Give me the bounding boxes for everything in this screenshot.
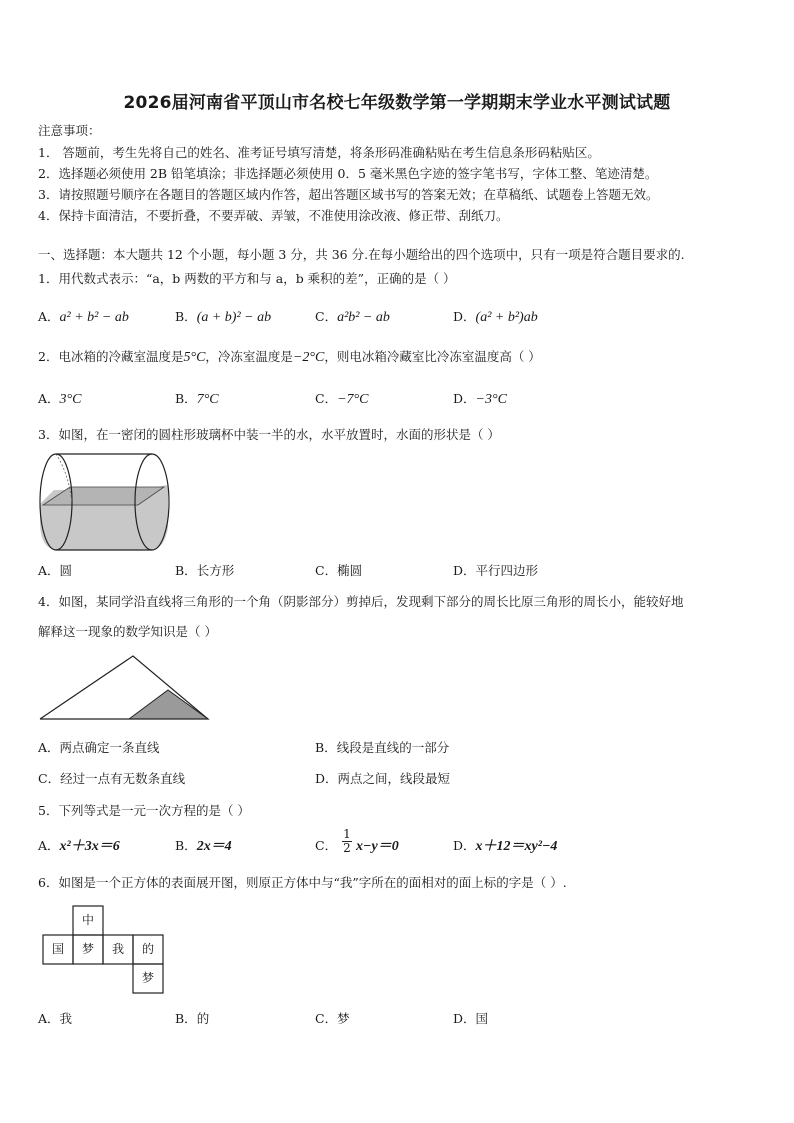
q2-option-d-label: D． <box>453 391 476 406</box>
triangle-figure <box>38 654 214 722</box>
q4-option-a-text: 两点确定一条直线 <box>59 740 160 755</box>
q2-option-d-expr: −3°C <box>475 392 507 407</box>
q3-option-c-text: 椭圆 <box>337 563 363 578</box>
q2-stem <box>38 349 541 366</box>
q4-stem-line1: 4．如图，某同学沿直线将三角形的一个角（阴影部分）剪掉后，发现剩下部分的周长比原三角形的周长小，能较好地 <box>38 594 684 609</box>
q2-option-a[interactable] <box>38 391 81 408</box>
q2-stem-part3: ，则电冰箱冷藏室比冷冻室温度高（ ） <box>324 349 541 364</box>
q5-option-a-expr: x²＋3x＝6 <box>59 839 120 854</box>
net-label-row-1: 国 <box>51 942 64 956</box>
q1-stem: 1．用代数式表示：“a，b 两数的平方和与 a，b 乘积的差”，正确的是（ ） <box>38 271 456 286</box>
section-heading: 一、选择题：本大题共 12 个小题，每小题 3 分，共 36 分.在每小题给出的四个选项中，只有一项是符合题目要求的. <box>38 247 685 262</box>
q2-option-c[interactable] <box>315 391 368 408</box>
q5-option-c-label: C． <box>315 838 338 853</box>
fraction-denominator: 2 <box>343 841 351 855</box>
q2-temp-freezer: −2°C <box>292 350 325 365</box>
notice-heading: 注意事项： <box>38 123 101 138</box>
q5-option-b-expr: 2x＝4 <box>196 839 232 854</box>
q4-option-a[interactable] <box>38 740 160 756</box>
q3-option-a-label: A． <box>38 563 60 578</box>
q1-option-b-label: B． <box>175 309 197 324</box>
q6-option-c-text: 梦 <box>337 1011 350 1026</box>
q1-option-d[interactable] <box>453 309 538 326</box>
q2-option-a-expr: 3°C <box>59 392 82 407</box>
q2-option-c-expr: −7°C <box>337 392 369 407</box>
net-label-row-4: 的 <box>141 942 154 956</box>
net-label-bottom: 梦 <box>141 971 154 985</box>
q5-option-d-expr: x＋12＝xy²−4 <box>475 839 558 854</box>
q1-option-c-expr: a²b² − ab <box>337 310 390 325</box>
q4-option-c-text: 经过一点有无数条直线 <box>60 771 186 786</box>
q5-option-a-label: A． <box>38 838 60 853</box>
q5-option-c-fraction <box>342 828 352 855</box>
q5-option-d-label: D． <box>453 838 476 853</box>
q3-option-a[interactable] <box>38 563 72 579</box>
q1-option-a[interactable] <box>38 309 129 326</box>
q1-option-a-label: A． <box>38 309 60 324</box>
q3-option-a-text: 圆 <box>59 563 73 578</box>
net-label-top: 中 <box>81 913 94 927</box>
cylinder-figure <box>38 452 172 553</box>
q3-stem: 3．如图，在一密闭的圆柱形玻璃杯中装一半的水，水平放置时，水面的形状是（ ） <box>38 427 500 442</box>
q2-option-b-expr: 7°C <box>196 392 219 407</box>
q4-option-d-text: 两点之间，线段最短 <box>337 771 451 786</box>
notice-item-1: 1． 答题前，考生先将自己的姓名、准考证号填写清楚，将条形码准确粘贴在考生信息条形码粘贴区。 <box>38 145 600 160</box>
q1-option-d-label: D． <box>453 309 476 324</box>
q5-option-c-expr: x−y＝0 <box>356 839 399 854</box>
q5-option-a[interactable] <box>38 838 120 855</box>
q2-temp-fridge: 5°C <box>183 350 206 365</box>
q6-option-c-label: C． <box>315 1011 338 1026</box>
q4-option-a-label: A． <box>38 740 60 755</box>
q3-option-c[interactable] <box>315 563 362 579</box>
q1-option-b-expr: (a + b)² − ab <box>196 310 272 325</box>
q1-option-d-expr: (a² + b²)ab <box>475 310 538 325</box>
q6-option-d[interactable] <box>453 1011 488 1027</box>
q5-option-d[interactable] <box>453 838 557 855</box>
q5-option-c-expr-wrap <box>356 838 399 855</box>
q4-option-b-label: B． <box>315 740 337 755</box>
q2-option-b-label: B． <box>175 391 197 406</box>
cut-corner-region <box>129 690 208 719</box>
q6-option-a-text: 我 <box>59 1011 73 1026</box>
q3-option-b-text: 长方形 <box>196 563 235 578</box>
q4-option-d-label: D． <box>315 771 338 786</box>
q5-option-b[interactable] <box>175 838 232 855</box>
q2-stem-part1: 2．电冰箱的冷藏室温度是 <box>38 349 184 364</box>
q4-option-d[interactable] <box>315 771 450 787</box>
q2-option-a-label: A． <box>38 391 60 406</box>
q5-stem: 5．下列等式是一元一次方程的是（ ） <box>38 803 250 818</box>
net-label-row-2: 梦 <box>81 942 94 956</box>
q4-stem-line2: 解释这一现象的数学知识是（ ） <box>38 624 217 639</box>
q3-option-d-text: 平行四边形 <box>475 563 539 578</box>
q6-option-b-text: 的 <box>196 1011 210 1026</box>
q3-option-b-label: B． <box>175 563 197 578</box>
q1-option-c-label: C． <box>315 309 338 324</box>
q3-option-b[interactable] <box>175 563 234 579</box>
q4-option-b[interactable] <box>315 740 449 756</box>
q3-option-c-label: C． <box>315 563 338 578</box>
q3-option-d-label: D． <box>453 563 476 578</box>
page-title: 2026届河南省平顶山市名校七年级数学第一学期期末学业水平测试试题 <box>123 93 671 113</box>
q6-option-a[interactable] <box>38 1011 72 1027</box>
net-label-row-3: 我 <box>111 942 124 956</box>
q5-option-c[interactable] <box>315 838 337 854</box>
q4-option-c-label: C． <box>38 771 61 786</box>
q1-option-b[interactable] <box>175 309 271 326</box>
q4-option-c[interactable] <box>38 771 185 787</box>
notice-item-4: 4．保持卡面清洁，不要折叠，不要弄破、弄皱，不准使用涂改液、修正带、刮纸刀。 <box>38 208 509 223</box>
q1-option-a-expr: a² + b² − ab <box>59 310 129 325</box>
q6-option-b[interactable] <box>175 1011 209 1027</box>
q2-option-d[interactable] <box>453 391 507 408</box>
fraction-numerator: 1 <box>343 827 351 841</box>
q6-option-b-label: B． <box>175 1011 197 1026</box>
q6-option-d-text: 国 <box>475 1011 489 1026</box>
notice-item-2: 2．选择题必须使用 2B 铅笔填涂；非选择题必须使用 0．5 毫米黑色字迹的签字笔书写，字体工整、笔迹清楚。 <box>38 166 658 181</box>
q2-option-b[interactable] <box>175 391 219 408</box>
q6-option-a-label: A． <box>38 1011 60 1026</box>
q5-option-b-label: B． <box>175 838 197 853</box>
q6-stem: 6．如图是一个正方体的表面展开图，则原正方体中与“我”字所在的面相对的面上标的字是（ ）. <box>38 875 567 890</box>
q6-option-d-label: D． <box>453 1011 476 1026</box>
q1-option-c[interactable] <box>315 309 390 326</box>
notice-item-3: 3．请按照题号顺序在各题目的答题区域内作答，超出答题区域书写的答案无效；在草稿纸、试题卷上答题无效。 <box>38 187 659 202</box>
q3-option-d[interactable] <box>453 563 538 579</box>
q2-option-c-label: C． <box>315 391 338 406</box>
q2-stem-part2: ，冷冻室温度是 <box>205 349 293 364</box>
q6-option-c[interactable] <box>315 1011 350 1027</box>
q4-option-b-text: 线段是直线的一部分 <box>336 740 450 755</box>
